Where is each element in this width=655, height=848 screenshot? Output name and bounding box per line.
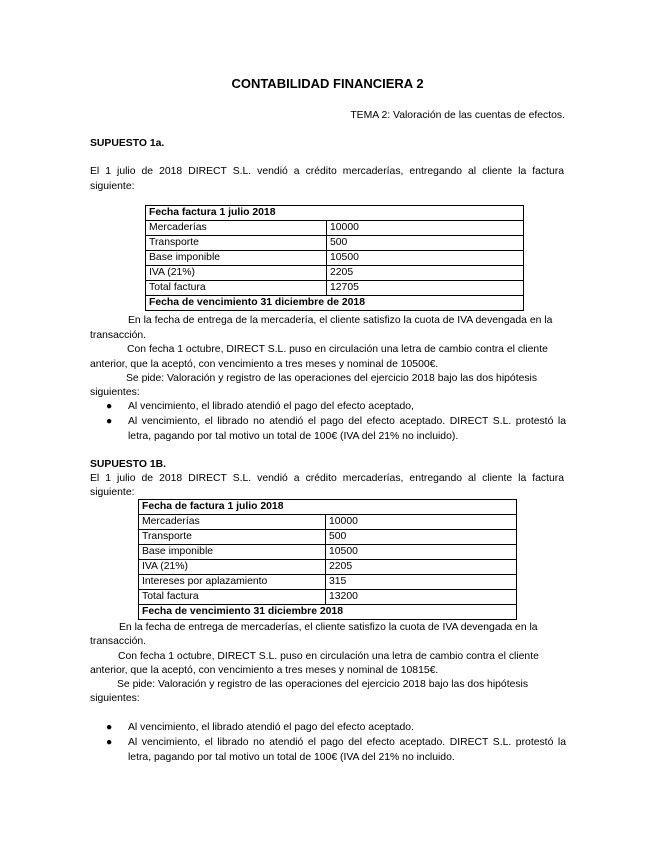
supuesto-a-p2-line1: Con fecha 1 octubre, DIRECT S.L. puso en circulación una letra de cambio contra el cliente [127,344,548,355]
table-footer-cell: Fecha de vencimiento 31 diciembre de 2018 [146,296,524,311]
table-value-cell: 10000 [327,221,524,236]
supuesto-b-p1-line1: En la fecha de entrega de mercaderías, el cliente satisfizo la cuota de IVA devengada en la [119,622,538,633]
list-item [106,720,566,735]
table-label-cell: Mercaderías [139,515,326,530]
supuesto-b-heading: SUPUESTO 1B. [90,459,167,470]
table-row [139,575,517,590]
table-label-cell: Total factura [146,281,327,296]
list-item-text: Al vencimiento, el librado no atendió el pago del efecto aceptado. DIRECT S.L. protestó la letra, pagando por tal motivo un total de 100€ (IVA del 21% no incluido). [128,416,566,442]
supuesto-b-p3-line1: Se pide: Valoración y registro de las operaciones del ejercicio 2018 bajo las dos hipótesis [117,679,529,690]
supuesto-b-p3-line2: siguientes: [90,693,140,704]
table-row [146,281,524,296]
table-value-cell: 315 [326,575,517,590]
supuesto-b-p2-line2: anterior, que la aceptó, con vencimiento a tres meses y nominal de 10815€. [90,665,439,676]
table-row [139,560,517,575]
table-label-cell: Mercaderías [146,221,327,236]
table-row [146,266,524,281]
table-row [139,590,517,605]
table-label-cell: IVA (21%) [139,560,326,575]
table-label-cell: Total factura [139,590,326,605]
supuesto-b-p1-line2: transacción. [90,636,147,647]
supuesto-b-invoice-table [138,499,517,620]
table-row [146,236,524,251]
table-row [146,221,524,236]
table-label-cell: Transporte [139,530,326,545]
table-row [146,251,524,266]
table-footer-cell: Fecha de vencimiento 31 diciembre 2018 [139,605,517,620]
table-label-cell: Intereses por aplazamiento [139,575,326,590]
table-value-cell: 500 [326,530,517,545]
supuesto-b-p2-line1: Con fecha 1 octubre, DIRECT S.L. puso en circulación una letra de cambio contra el cliente [118,651,539,662]
bullet-icon: ● [106,416,113,427]
list-item-text: Al vencimiento, el librado atendió el pago del efecto aceptado. [128,722,414,733]
page-title: CONTABILIDAD FINANCIERA 2 [231,76,424,91]
bullet-icon: ● [106,737,113,748]
supuesto-a-p3-line2: siguientes: [90,387,140,398]
table-label-cell: Base imponible [146,251,327,266]
table-label-cell: IVA (21%) [146,266,327,281]
table-value-cell: 10500 [327,251,524,266]
table-header-cell: Fecha de factura 1 julio 2018 [139,500,517,515]
page-subtitle: TEMA 2: Valoración de las cuentas de efectos. [350,110,565,121]
table-row [139,515,517,530]
supuesto-b-intro-line2: siguiente: [90,487,135,498]
supuesto-a-p1-line2: transacción. [90,330,147,341]
supuesto-a-invoice-table [145,205,524,311]
table-value-cell: 2205 [327,266,524,281]
supuesto-a-intro-line1: El 1 julio de 2018 DIRECT S.L. vendió a crédito mercaderías, entregando al cliente la factura [90,166,564,177]
table-row [139,530,517,545]
list-item [106,399,566,414]
table-header-cell: Fecha factura 1 julio 2018 [146,206,524,221]
list-item [106,735,566,765]
table-value-cell: 10000 [326,515,517,530]
table-label-cell: Base imponible [139,545,326,560]
table-value-cell: 13200 [326,590,517,605]
supuesto-a-heading: SUPUESTO 1a. [90,138,165,149]
table-value-cell: 500 [327,236,524,251]
list-item-text: Al vencimiento, el librado no atendió el pago del efecto aceptado. DIRECT S.L. protestó la letra, pagando por tal motivo un total de 100€ (IVA del 21% no incluido. [128,737,566,763]
bullet-icon: ● [106,401,113,412]
supuesto-a-intro-line2: siguiente: [90,181,135,192]
table-value-cell: 2205 [326,560,517,575]
table-row [139,545,517,560]
supuesto-a-p3-line1: Se pide: Valoración y registro de las operaciones del ejercicio 2018 bajo las dos hipótesis [126,373,538,384]
supuesto-a-p1-line1: En la fecha de entrega de la mercadería, el cliente satisfizo la cuota de IVA devengada en la [128,315,553,326]
list-item [106,414,566,444]
table-row [146,296,524,311]
table-label-cell: Transporte [146,236,327,251]
list-item-text: Al vencimiento, el librado atendió el pago del efecto aceptado, [128,401,414,412]
bullet-icon: ● [106,722,113,733]
supuesto-b-intro-line1: El 1 julio de 2018 DIRECT S.L. vendió a crédito mercaderías, entregando al cliente la factura [90,473,564,484]
supuesto-a-p2-line2: anterior, que la aceptó, con vencimiento a tres meses y nominal de 10500€. [90,359,439,370]
table-value-cell: 12705 [327,281,524,296]
table-value-cell: 10500 [326,545,517,560]
table-row [139,605,517,620]
table-row [139,500,517,515]
table-row [146,206,524,221]
